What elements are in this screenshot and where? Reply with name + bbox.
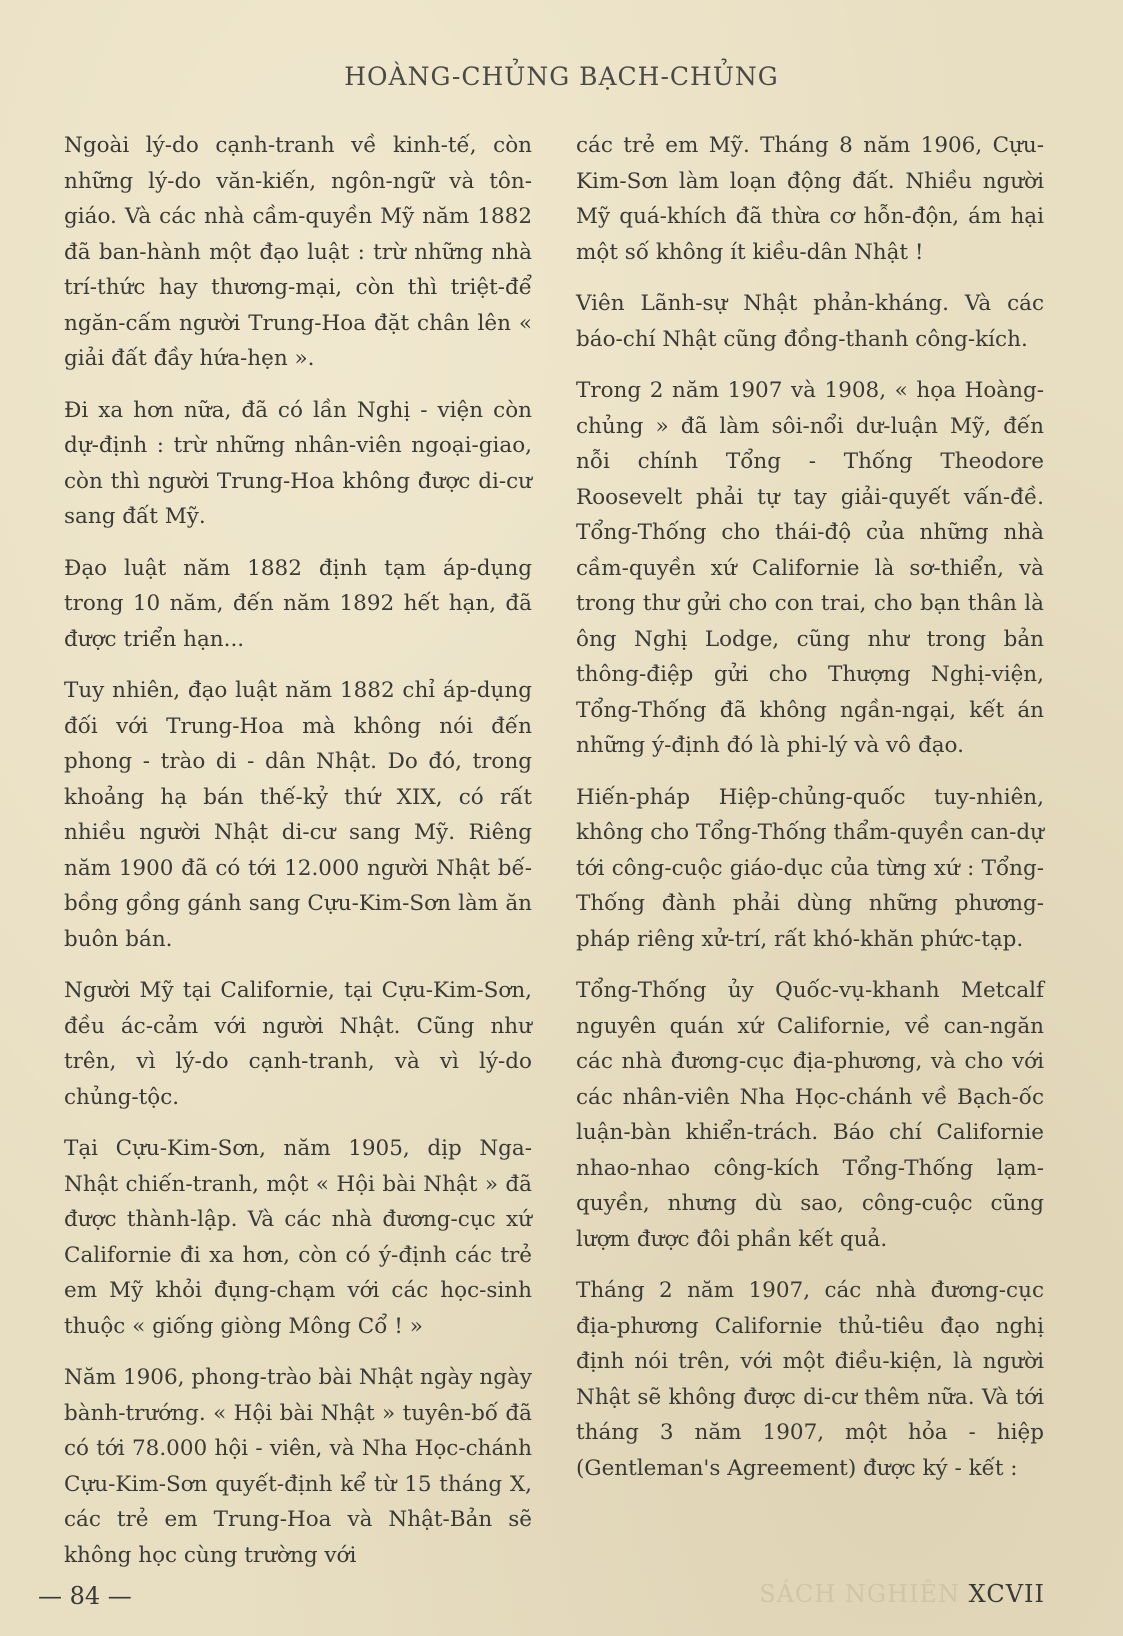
- left-column: [64, 128, 532, 1589]
- issue-label: SÁCH NGHIÊN: [759, 1580, 961, 1608]
- running-title: HOÀNG-CHỦNG BẠCH-CHỦNG: [344, 62, 779, 91]
- paragraph: Tháng 2 năm 1907, các nhà đương-cục địa-phương Californie thủ-tiêu đạo nghị định nói trên, với một điều-kiện, là người Nhật sẽ không được di-cư thêm nữa. Và tới tháng 3 năm 1907, một hỏa - hiệp (Gentleman's Agreement) được ký - kết :: [576, 1278, 1044, 1481]
- right-column: [576, 128, 1044, 1502]
- paragraph: Người Mỹ tại Californie, tại Cựu-Kim-Sơn, đều ác-cảm với người Nhật. Cũng như trên, vì lý-do cạnh-tranh, và vì lý-do chủng-tộc.: [64, 978, 532, 1110]
- issue-footer: [759, 1580, 1045, 1608]
- paragraph: Năm 1906, phong-trào bài Nhật ngày ngày bành-trướng. « Hội bài Nhật » tuyên-bố đã có tới 78.000 hội - viên, và Nha Học-chánh Cựu-Kim-Sơn quyết-định kể từ 15 tháng X, các trẻ em Trung-Hoa và Nhật-Bản sẽ không học cùng trường với: [64, 1365, 532, 1568]
- paragraph: Đạo luật năm 1882 định tạm áp-dụng trong 10 năm, đến năm 1892 hết hạn, đã được triển hạn...: [64, 555, 532, 652]
- paragraph: Tại Cựu-Kim-Sơn, năm 1905, dịp Nga-Nhật chiến-tranh, một « Hội bài Nhật » đã được thành-lập. Và các nhà đương-cục xứ Californie đi xa hơn, còn có ý-định các trẻ em Mỹ khỏi đụng-chạm với các học-sinh thuộc « giống giòng Mông Cổ ! »: [64, 1136, 532, 1339]
- paragraph: Đi xa hơn nữa, đã có lần Nghị - viện còn dự-định : trừ những nhân-viên ngoại-giao, còn thì người Trung-Hoa không được di-cư sang đất Mỹ.: [64, 397, 532, 529]
- paragraph: Ngoài lý-do cạnh-tranh về kinh-tế, còn những lý-do văn-kiến, ngôn-ngữ và tôn-giáo. Và các nhà cầm-quyền Mỹ năm 1882 đã ban-hành một đạo luật : trừ những nhà trí-thức hay thương-mại, còn thì triệt-để ngăn-cấm người Trung-Hoa đặt chân lên « giải đất đầy hứa-hẹn ».: [64, 133, 532, 371]
- paragraph: Trong 2 năm 1907 và 1908, « họa Hoàng-chủng » đã làm sôi-nổi dư-luận Mỹ, đến nỗi chính Tổng - Thống Theodore Roosevelt phải tự tay giải-quyết vấn-đề. Tổng-Thống cho thái-độ của những nhà cầm-quyền xứ Californie là sơ-thiển, và trong thư gửi cho con trai, cho bạn thân là ông Nghị Lodge, cũng như trong bản thông-điệp gửi cho Thượng Nghị-viện, Tổng-Thống đã không ngần-ngại, kết án những ý-định đó là phi-lý và vô đạo.: [576, 378, 1044, 758]
- paragraph: Hiến-pháp Hiệp-chủng-quốc tuy-nhiên, không cho Tổng-Thống thẩm-quyền can-dự tới công-cuộc giáo-dục của từng xứ : Tổng-Thống đành phải dùng những phương-pháp riêng xử-trí, rất khó-khăn phức-tạp.: [576, 784, 1044, 952]
- issue-number: XCVII: [968, 1580, 1045, 1608]
- paragraph: Viên Lãnh-sự Nhật phản-kháng. Và các báo-chí Nhật cũng đồng-thanh công-kích.: [576, 291, 1044, 352]
- paragraph: các trẻ em Mỹ. Tháng 8 năm 1906, Cựu-Kim-Sơn làm loạn động đất. Nhiều người Mỹ quá-khích đã thừa cơ hỗn-độn, ám hại một số không ít kiều-dân Nhật !: [576, 133, 1044, 265]
- paragraph: Tổng-Thống ủy Quốc-vụ-khanh Metcalf nguyên quán xứ Californie, về can-ngăn các nhà đương-cục địa-phương, và cho với các nhân-viên Nha Học-chánh về Bạch-ốc luận-bàn khiển-trách. Báo chí Californie nhao-nhao công-kích Tổng-Thống lạm-quyền, nhưng dù sao, công-cuộc cũng lượm được đôi phần kết quả.: [576, 978, 1044, 1252]
- page-number: — 84 —: [38, 1582, 132, 1610]
- paragraph: Tuy nhiên, đạo luật năm 1882 chỉ áp-dụng đối với Trung-Hoa mà không nói đến phong - trào di - dân Nhật. Do đó, trong khoảng hạ bán thế-kỷ thứ XIX, có rất nhiều người Nhật di-cư sang Mỹ. Riêng năm 1900 đã có tới 12.000 người Nhật bế-bồng gồng gánh sang Cựu-Kim-Sơn làm ăn buôn bán.: [64, 678, 532, 952]
